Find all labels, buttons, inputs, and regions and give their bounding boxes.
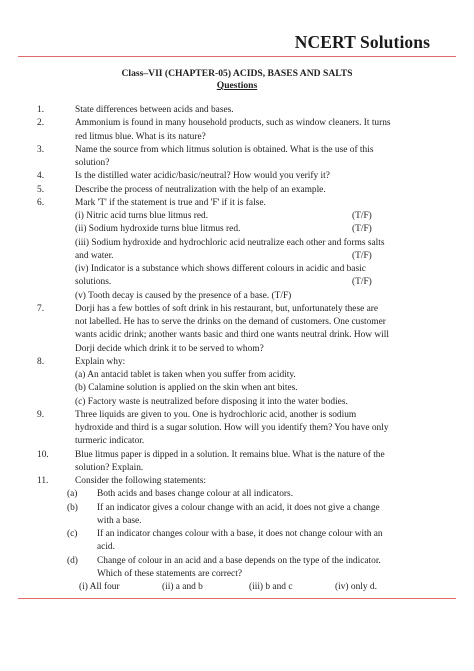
question-number: 7.	[37, 303, 45, 314]
true-false-marker: (T/F)	[352, 277, 372, 288]
question-line: (c) Factory waste is neutralized before disposing it into the water bodies.	[75, 396, 348, 407]
true-false-statement	[75, 223, 420, 236]
question-number: 9.	[37, 409, 45, 420]
question-text	[75, 104, 420, 117]
true-false-statement	[75, 263, 420, 276]
statement-text: and water.	[75, 250, 114, 261]
question-text	[75, 449, 420, 476]
question-line: (b) Calamine solution is applied on the skin when ant bites.	[75, 383, 298, 394]
statement-label: (d)	[67, 555, 78, 566]
header-divider	[18, 56, 456, 57]
statement-text	[97, 502, 417, 529]
question-line: State differences between acids and bases.	[75, 105, 234, 115]
question-line: not labelled. He has to serve the drinks on the demand of customers. One customer	[75, 317, 386, 327]
statement-label: (a)	[67, 489, 78, 500]
true-false-marker: (T/F)	[352, 224, 372, 235]
question-number: 1.	[37, 105, 45, 115]
question-line: Dorji has a few bottles of soft drink in his restaurant, but, unfortunately these are	[75, 303, 379, 314]
true-false-statement	[75, 276, 420, 289]
statement-text	[97, 528, 417, 555]
true-false-marker: (T/F)	[352, 250, 372, 261]
true-false-statement	[75, 210, 420, 223]
question-number: 8.	[37, 356, 45, 367]
question-number: 3.	[37, 144, 45, 155]
true-false-statement	[75, 237, 420, 250]
question-line: solution?	[75, 158, 110, 168]
answer-option: (iv) only d.	[335, 582, 377, 592]
question-line: Explain why:	[75, 356, 126, 367]
footer-divider	[18, 598, 456, 599]
question-text	[75, 117, 420, 144]
statement-line: If an indicator gives a colour change with an acid, it does not give a change	[97, 502, 380, 513]
question-line: wants acidic drink; another wants basic and third one wants neutral drink. How will	[75, 330, 389, 341]
question-text	[75, 475, 420, 488]
statement-label: (b)	[67, 502, 78, 513]
question-line: Describe the process of neutralization with the help of an example.	[75, 184, 326, 195]
question-line: Name the source from which litmus solution is obtained. What is the use of this	[75, 144, 374, 155]
statement-line: Which of these statements are correct?	[97, 568, 242, 579]
document-title: Class–VII (CHAPTER-05) ACIDS, BASES AND SALTS	[121, 68, 353, 79]
question-text	[75, 409, 420, 449]
statement-text	[97, 488, 417, 501]
statement-text: solutions.	[75, 277, 112, 288]
question-line: Three liquids are given to you. One is hydrochloric acid, another is sodium	[75, 409, 357, 420]
question-text	[75, 184, 420, 197]
question-line: Mark 'T' if the statement is true and 'F' if it is false.	[75, 197, 266, 208]
true-false-marker: (T/F)	[352, 211, 372, 221]
statement-text: (v) Tooth decay is caused by the presence of a base. (T/F)	[75, 290, 292, 301]
question-number: 10.	[37, 449, 49, 460]
statement-text	[97, 555, 417, 582]
statement-line: Both acids and bases change colour at all indicators.	[97, 489, 294, 500]
question-line: hydroxide and third is a sugar solution. How will you identify them? You have only	[75, 423, 389, 433]
statement-text: (ii) Sodium hydroxide turns blue litmus red.	[75, 224, 241, 235]
question-line: Ammonium is found in many household products, such as window cleaners. It turns	[75, 118, 391, 129]
question-text	[75, 170, 420, 183]
statement-line: If an indicator changes colour with a base, it does not change colour with an	[97, 529, 383, 539]
question-number: 11.	[37, 476, 49, 486]
statement-text: (i) Nitric acid turns blue litmus red.	[75, 211, 209, 221]
true-false-statement	[75, 290, 420, 303]
statement-text: (iii) Sodium hydroxide and hydrochloric acid neutralize each other and forms salts	[75, 237, 385, 248]
question-number: 5.	[37, 184, 45, 195]
question-line: Dorji decide which drink it to be served to whom?	[75, 343, 264, 354]
statement-line: with a base.	[97, 515, 142, 526]
question-line: solution? Explain.	[75, 462, 144, 473]
statement-text: (iv) Indicator is a substance which shows different colours in acidic and basic	[75, 264, 366, 274]
document-subtitle: Questions	[216, 80, 258, 91]
question-text	[75, 356, 420, 409]
question-text	[75, 197, 420, 210]
statement-label: (c)	[67, 529, 78, 539]
question-number: 2.	[37, 118, 45, 129]
question-line: Blue litmus paper is dipped in a solution. It remains blue. What is the nature of the	[75, 449, 385, 460]
question-text	[75, 303, 420, 356]
question-line: (a) An antacid tablet is taken when you suffer from acidity.	[75, 370, 296, 380]
question-line: Consider the following statements:	[75, 476, 206, 486]
question-line: red litmus blue. What is its nature?	[75, 131, 206, 142]
statement-line: Change of colour in an acid and a base depends on the type of the indicator.	[97, 555, 381, 566]
question-line: Is the distilled water acidic/basic/neutral? How would you verify it?	[75, 171, 330, 182]
answer-option: (i) All four	[79, 582, 120, 592]
statement-line: acid.	[97, 542, 115, 553]
true-false-statement	[75, 250, 420, 263]
answer-option: (ii) a and b	[162, 582, 203, 592]
answer-option: (iii) b and c	[249, 582, 293, 592]
page-header-title: NCERT Solutions	[294, 32, 430, 52]
question-text	[75, 144, 420, 171]
question-number: 6.	[37, 197, 45, 208]
question-number: 4.	[37, 171, 45, 182]
question-line: turmeric indicator.	[75, 436, 145, 447]
